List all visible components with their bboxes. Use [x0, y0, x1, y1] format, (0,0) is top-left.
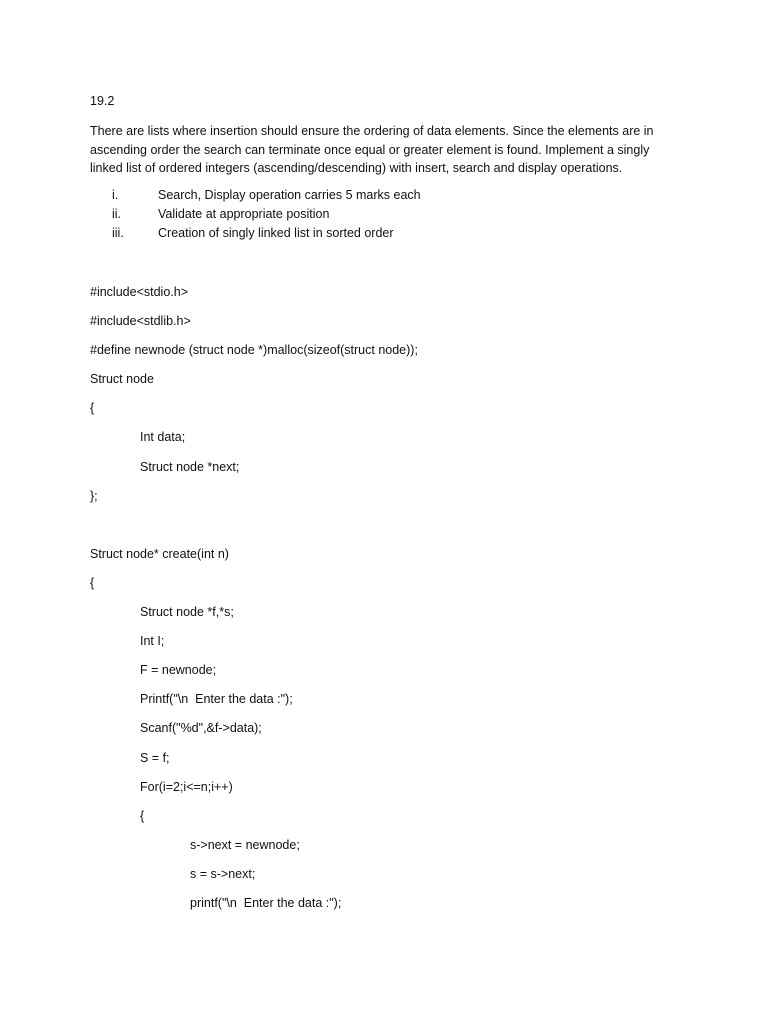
paragraph-line: ascending order the search can terminate once equal or greater element is found. Implement a singly [90, 142, 650, 157]
code-line-text: Struct node* create(int n) [90, 546, 229, 561]
list-item [0, 226, 768, 245]
code-line-text: #include<stdio.h> [90, 285, 188, 299]
list-marker: ii. [112, 207, 122, 221]
code-line-text: printf("\n Enter the data :"); [190, 895, 342, 910]
code-line-text: { [90, 401, 95, 416]
code-line-text: S = f; [140, 750, 170, 765]
list-item [0, 207, 768, 226]
code-line [0, 489, 768, 518]
code-line-text: Scanf("%d",&f->data); [140, 721, 262, 736]
code-line [0, 605, 768, 634]
code-line [0, 838, 768, 867]
section-number: 19.2 [90, 94, 115, 108]
code-line-text: Struct node *f,*s; [140, 605, 234, 620]
code-line-text: { [90, 575, 95, 590]
list-item-text: Search, Display operation carries 5 marks each [158, 188, 421, 202]
code-line-text: }; [90, 488, 98, 503]
list-item-text: Creation of singly linked list in sorted order [158, 226, 394, 240]
code-line [0, 314, 768, 343]
code-line-text: s = s->next; [190, 866, 256, 881]
list-marker: iii. [112, 226, 124, 240]
code-line [0, 372, 768, 401]
problem-paragraph [90, 122, 680, 178]
code-line [0, 721, 768, 750]
code-line-text: Int data; [140, 430, 186, 445]
code-line [0, 634, 768, 663]
code-listing [0, 285, 768, 925]
code-line-text: #define newnode (struct node *)malloc(sizeof(struct node)); [90, 343, 418, 358]
paragraph-line: There are lists where insertion should ensure the ordering of data elements. Since the elements are in [90, 124, 654, 138]
code-line-text: s->next = newnode; [190, 837, 300, 852]
code-line [0, 692, 768, 721]
code-line [0, 576, 768, 605]
code-line [0, 285, 768, 314]
code-line [0, 663, 768, 692]
code-line-text: Struct node [90, 372, 154, 387]
code-line [0, 780, 768, 809]
list-item-text: Validate at appropriate position [158, 207, 330, 221]
code-line-text: Printf("\n Enter the data :"); [140, 692, 293, 707]
code-line-text: Int I; [140, 634, 165, 649]
code-line [0, 343, 768, 372]
paragraph-line: linked list of ordered integers (ascending/descending) with insert, search and display operations. [90, 161, 623, 176]
code-line [0, 547, 768, 576]
code-line [0, 460, 768, 489]
list-marker: i. [112, 188, 119, 202]
code-line [0, 430, 768, 459]
code-line-text: Struct node *next; [140, 459, 240, 474]
code-line [0, 896, 768, 925]
code-line [0, 867, 768, 896]
code-line-text: For(i=2;i<=n;i++) [140, 779, 233, 794]
code-line-text: F = newnode; [140, 663, 217, 678]
requirements-list [0, 188, 768, 245]
code-line-text: { [140, 808, 145, 823]
code-line [0, 809, 768, 838]
code-line [0, 518, 768, 547]
code-line [0, 401, 768, 430]
list-item [0, 188, 768, 207]
code-line [0, 751, 768, 780]
code-line-text: #include<stdlib.h> [90, 314, 191, 329]
